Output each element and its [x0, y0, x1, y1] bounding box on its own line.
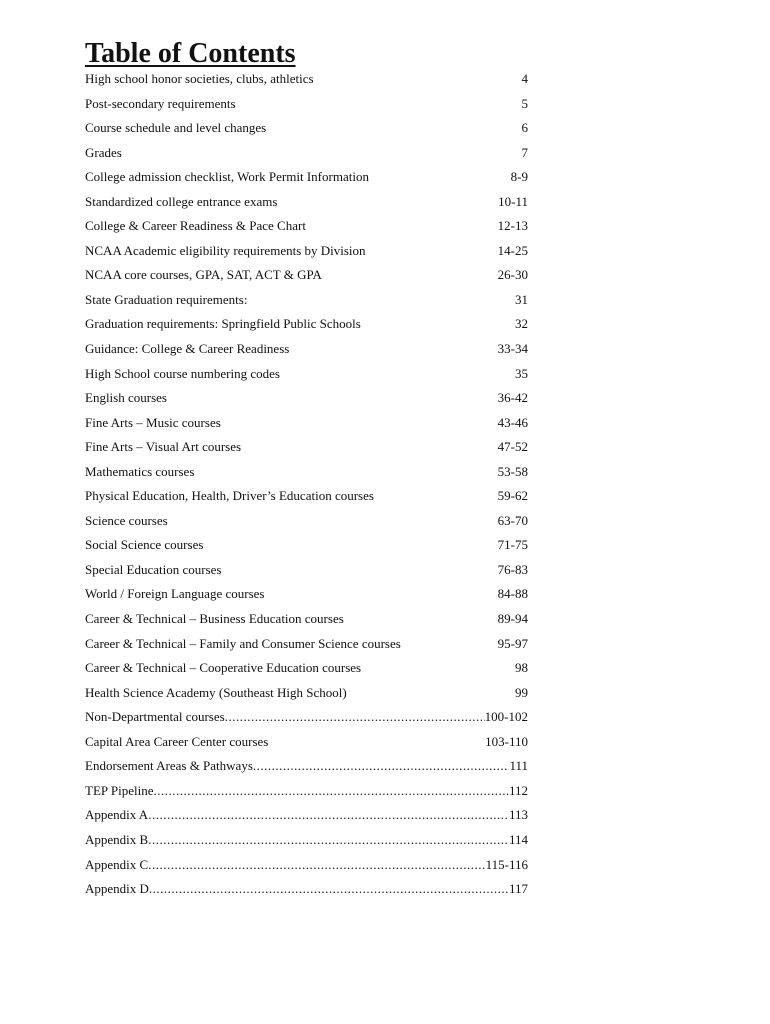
toc-entry-label: State Graduation requirements:: [85, 291, 248, 307]
toc-entry-page: 59-62: [497, 488, 528, 504]
toc-entry: [85, 681, 528, 706]
toc-list: [85, 67, 528, 902]
toc-entry-label: Physical Education, Health, Driver’s Education courses: [85, 488, 374, 504]
toc-entry: [85, 877, 528, 902]
toc-entry-label: Endorsement Areas & Pathways: [85, 758, 253, 774]
toc-entry-page: 113: [508, 807, 528, 823]
toc-entry-page: 12-13: [497, 218, 528, 234]
toc-entry: [85, 582, 528, 607]
toc-entry-page: 36-42: [497, 390, 528, 406]
toc-entry-page: 53-58: [497, 463, 528, 479]
toc-entry: [85, 190, 528, 215]
toc-entry: [85, 312, 528, 337]
toc-entry-page: 47-52: [497, 439, 528, 455]
page-title: Table of Contents: [85, 38, 296, 69]
toc-entry: [85, 411, 528, 436]
toc-entry: [85, 853, 528, 878]
toc-entry-page: 4: [521, 71, 528, 86]
dot-leader: [148, 828, 509, 852]
toc-entry: [85, 337, 528, 362]
toc-entry: [85, 533, 528, 558]
dot-leader: [149, 877, 509, 901]
toc-entry-label: Graduation requirements: Springfield Public Schools: [85, 316, 361, 332]
toc-entry-label: Career & Technical – Family and Consumer Science courses: [85, 635, 401, 651]
toc-entry-label: High School course numbering codes: [85, 365, 280, 381]
toc-entry: [85, 632, 528, 657]
toc-entry-label: Guidance: College & Career Readiness: [85, 341, 290, 357]
toc-entry-page: 98: [515, 660, 528, 676]
toc-entry: [85, 214, 528, 239]
toc-entry: [85, 509, 528, 534]
toc-entry-label: Health Science Academy (Southeast High School): [85, 684, 347, 700]
toc-entry-page: 95-97: [497, 635, 528, 651]
toc-entry: [85, 828, 528, 853]
toc-entry-label: Special Education courses: [85, 561, 222, 577]
toc-entry-page: 8-9: [510, 169, 528, 185]
toc-entry: [85, 362, 528, 387]
toc-entry-label: Social Science courses: [85, 537, 204, 553]
toc-entry-label: Fine Arts – Music courses: [85, 414, 221, 430]
toc-entry-page: 103-110: [485, 733, 528, 749]
toc-entry-label: Career & Technical – Cooperative Education courses: [85, 660, 362, 676]
toc-entry-page: 10-11: [498, 193, 528, 209]
dot-leader: [225, 705, 485, 729]
toc-entry: [85, 705, 528, 730]
dot-leader: [253, 754, 510, 778]
toc-entry-label: College admission checklist, Work Permit Information: [85, 169, 369, 185]
toc-entry: [85, 263, 528, 288]
toc-entry-label: Career & Technical – Business Education courses: [85, 611, 344, 627]
toc-entry-label: Capital Area Career Center courses: [85, 733, 269, 749]
toc-entry-label: Post-secondary requirements: [85, 95, 236, 111]
toc-entry-label: Grades: [85, 144, 122, 160]
toc-entry-label: Standardized college entrance exams: [85, 193, 278, 209]
toc-entry: [85, 92, 528, 117]
toc-entry-page: 32: [515, 316, 528, 332]
toc-entry-label: Science courses: [85, 512, 168, 528]
toc-entry: [85, 67, 528, 92]
toc-entry-page: 84-88: [497, 586, 528, 602]
toc-entry-page: 6: [521, 120, 528, 136]
toc-entry-page: 112: [508, 782, 528, 798]
toc-entry: [85, 607, 528, 632]
toc-entry: [85, 779, 528, 804]
toc-entry: [85, 288, 528, 313]
toc-entry-page: 117: [508, 881, 528, 897]
toc-entry-label: Mathematics courses: [85, 463, 195, 479]
toc-entry-label: Appendix B: [85, 831, 149, 847]
toc-entry-page: 14-25: [497, 242, 528, 258]
toc-entry-page: 115-116: [485, 856, 528, 872]
toc-entry-label: College & Career Readiness & Pace Chart: [85, 218, 306, 234]
toc-entry-label: Non-Departmental courses: [85, 709, 225, 725]
toc-entry-page: 100-102: [484, 709, 528, 725]
toc-entry-label: World / Foreign Language courses: [85, 586, 265, 602]
toc-entry: [85, 116, 528, 141]
toc-entry-page: 99: [515, 684, 528, 700]
toc-entry: [85, 803, 528, 828]
toc-entry-page: 89-94: [497, 611, 528, 627]
toc-entry: [85, 754, 528, 779]
toc-entry: [85, 656, 528, 681]
toc-entry-page: 76-83: [497, 561, 528, 577]
toc-entry-label: TEP Pipeline: [85, 782, 154, 798]
toc-entry: [85, 460, 528, 485]
toc-entry-label: NCAA core courses, GPA, SAT, ACT & GPA: [85, 267, 322, 283]
toc-entry-label: NCAA Academic eligibility requirements by Division: [85, 242, 366, 258]
toc-entry-page: 63-70: [497, 512, 528, 528]
toc-entry-label: High school honor societies, clubs, athletics: [85, 71, 314, 86]
toc-entry: [85, 141, 528, 166]
toc-entry-page: 71-75: [497, 537, 528, 553]
toc-entry: [85, 239, 528, 264]
dot-leader: [154, 779, 509, 803]
dot-leader: [148, 803, 509, 827]
toc-entry-label: Course schedule and level changes: [85, 120, 267, 136]
toc-entry: [85, 730, 528, 755]
toc-entry-page: 31: [515, 291, 528, 307]
toc-entry-label: Fine Arts – Visual Art courses: [85, 439, 242, 455]
toc-entry-page: 5: [521, 95, 528, 111]
toc-entry-page: 111: [509, 758, 528, 774]
toc-entry-page: 26-30: [497, 267, 528, 283]
toc-entry: [85, 165, 528, 190]
toc-entry-label: Appendix C: [85, 856, 149, 872]
toc-entry-page: 33-34: [497, 341, 528, 357]
toc-entry: [85, 435, 528, 460]
toc-entry-page: 114: [508, 831, 528, 847]
toc-entry: [85, 558, 528, 583]
toc-entry: [85, 484, 528, 509]
toc-entry-page: 7: [521, 144, 528, 160]
toc-entry-page: 43-46: [497, 414, 528, 430]
toc-entry-label: English courses: [85, 390, 167, 406]
toc-entry-label: Appendix D: [85, 881, 149, 897]
toc-entry-page: 35: [515, 365, 528, 381]
dot-leader: [148, 853, 485, 877]
toc-entry: [85, 386, 528, 411]
toc-entry-label: Appendix A: [85, 807, 149, 823]
